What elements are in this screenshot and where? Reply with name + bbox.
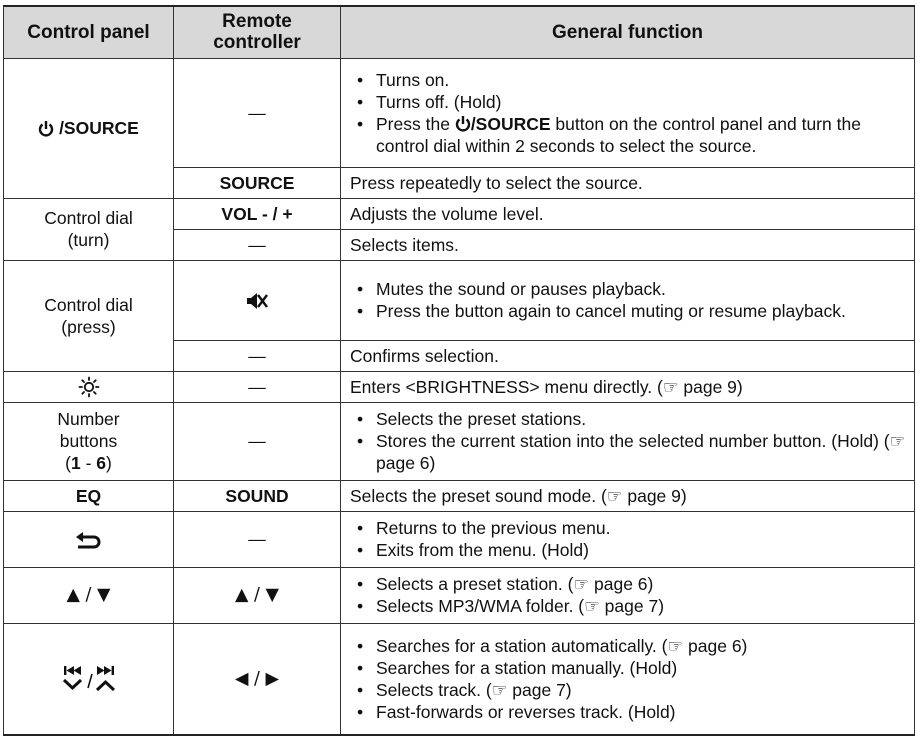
power-icon xyxy=(38,120,54,138)
text-fragment-bold: /SOURCE xyxy=(470,113,551,134)
text-fragment: - xyxy=(80,453,97,473)
cut-off-heading xyxy=(0,0,917,4)
power-source-label: /SOURCE xyxy=(59,118,139,138)
list-item: • Mutes the sound or pauses playback. xyxy=(350,278,906,300)
text-fragment: Press the xyxy=(376,113,450,134)
text-fragment: ( xyxy=(65,453,71,473)
brightness-remote: — xyxy=(174,371,341,402)
list-item: • Selects the preset stations. xyxy=(350,408,906,430)
dial-turn-desc-b: Selects items. xyxy=(341,229,915,260)
list-item: • Selects MP3/WMA folder. (☞ page 7) xyxy=(350,595,906,617)
header-control-panel: Control panel xyxy=(4,6,174,58)
list-item: • Turns off. (Hold) xyxy=(350,91,906,113)
list-item: • Exits from the menu. (Hold) xyxy=(350,539,906,561)
function-table xyxy=(3,5,915,736)
dial-turn-remote-b: — xyxy=(174,229,341,260)
power-remote: — xyxy=(174,58,341,167)
dial-press-desc-b: Confirms selection. xyxy=(341,340,915,371)
seek-icon xyxy=(61,664,117,694)
table-row-dial-turn xyxy=(4,198,915,229)
header-remote-controller xyxy=(174,6,341,58)
table-row-updown xyxy=(4,567,915,623)
dial-turn-line1: Control dial xyxy=(44,208,133,228)
seek-description xyxy=(341,623,915,735)
brightness-description: Enters <BRIGHTNESS> menu directly. (☞ page 9) xyxy=(341,371,915,402)
list-item: • Press the button again to cancel muting or resume playback. xyxy=(350,300,906,322)
updown-panel: ▲ / ▼ xyxy=(4,567,174,623)
seek-panel xyxy=(4,623,174,735)
dial-press-line1: Control dial xyxy=(44,294,133,315)
dial-press-line2: (press) xyxy=(61,316,116,337)
table-row-dial-press xyxy=(4,260,915,340)
number-line1: Number xyxy=(57,409,120,429)
dial-turn-line2: (turn) xyxy=(67,230,110,250)
dial-press-remote-b: — xyxy=(174,340,341,371)
number-panel xyxy=(4,402,174,480)
text-fragment: ) xyxy=(106,453,112,473)
header-remote-line1: Remote xyxy=(222,11,292,33)
seek-remote: ◀ / ▶ xyxy=(174,623,341,735)
power-icon xyxy=(455,115,471,133)
list-item: • Returns to the previous menu. xyxy=(350,517,906,539)
list-item xyxy=(350,113,906,157)
brightness-panel xyxy=(4,371,174,402)
eq-panel: EQ xyxy=(4,480,174,511)
number-remote: — xyxy=(174,402,341,480)
number-line2: buttons xyxy=(59,431,118,451)
source-description: Press repeatedly to select the source. xyxy=(341,167,915,198)
list-item: • Fast-forwards or reverses track. (Hold) xyxy=(350,701,906,723)
header-general-function: General function xyxy=(341,6,915,58)
text-fragment: button on the control panel and turn the control dial within 2 seconds to select the source. xyxy=(376,113,861,156)
table-row-power xyxy=(4,58,915,167)
brightness-icon xyxy=(78,376,100,398)
dial-press-description xyxy=(341,260,915,340)
list-item: • Searches for a station automatically. (☞ page 6) xyxy=(350,635,906,657)
power-source-panel xyxy=(4,58,174,198)
dial-press-panel xyxy=(4,260,174,371)
back-remote: — xyxy=(174,511,341,567)
table-row-number xyxy=(4,402,915,480)
table-header-row xyxy=(4,6,915,58)
list-item: • Searches for a station manually. (Hold) xyxy=(350,657,906,679)
dial-turn-remote-a: VOL - / + xyxy=(174,198,341,229)
eq-description: Selects the preset sound mode. (☞ page 9) xyxy=(341,480,915,511)
list-item: • Turns on. xyxy=(350,69,906,91)
header-remote-line2: controller xyxy=(213,32,301,54)
updown-description xyxy=(341,567,915,623)
power-description xyxy=(341,58,915,167)
table-row-eq xyxy=(4,480,915,511)
list-item: • Stores the current station into the selected number button. (Hold) (☞ page 6) xyxy=(350,430,906,474)
number-end: 6 xyxy=(96,453,107,473)
list-item: • Selects a preset station. (☞ page 6) xyxy=(350,573,906,595)
back-icon xyxy=(74,530,104,550)
dial-turn-desc-a: Adjusts the volume level. xyxy=(341,198,915,229)
eq-remote: SOUND xyxy=(174,480,341,511)
number-range xyxy=(4,452,173,474)
list-item: • Selects track. (☞ page 7) xyxy=(350,679,906,701)
source-remote: SOURCE xyxy=(174,167,341,198)
updown-remote: ▲ / ▼ xyxy=(174,567,341,623)
table-row-back xyxy=(4,511,915,567)
table-row-seek xyxy=(4,623,915,735)
dial-press-remote xyxy=(174,260,341,340)
back-description xyxy=(341,511,915,567)
back-panel xyxy=(4,511,174,567)
table-row-brightness xyxy=(4,371,915,402)
number-description xyxy=(341,402,915,480)
dial-turn-panel xyxy=(4,198,174,260)
mute-icon xyxy=(245,291,269,311)
number-start: 1 xyxy=(70,453,81,473)
